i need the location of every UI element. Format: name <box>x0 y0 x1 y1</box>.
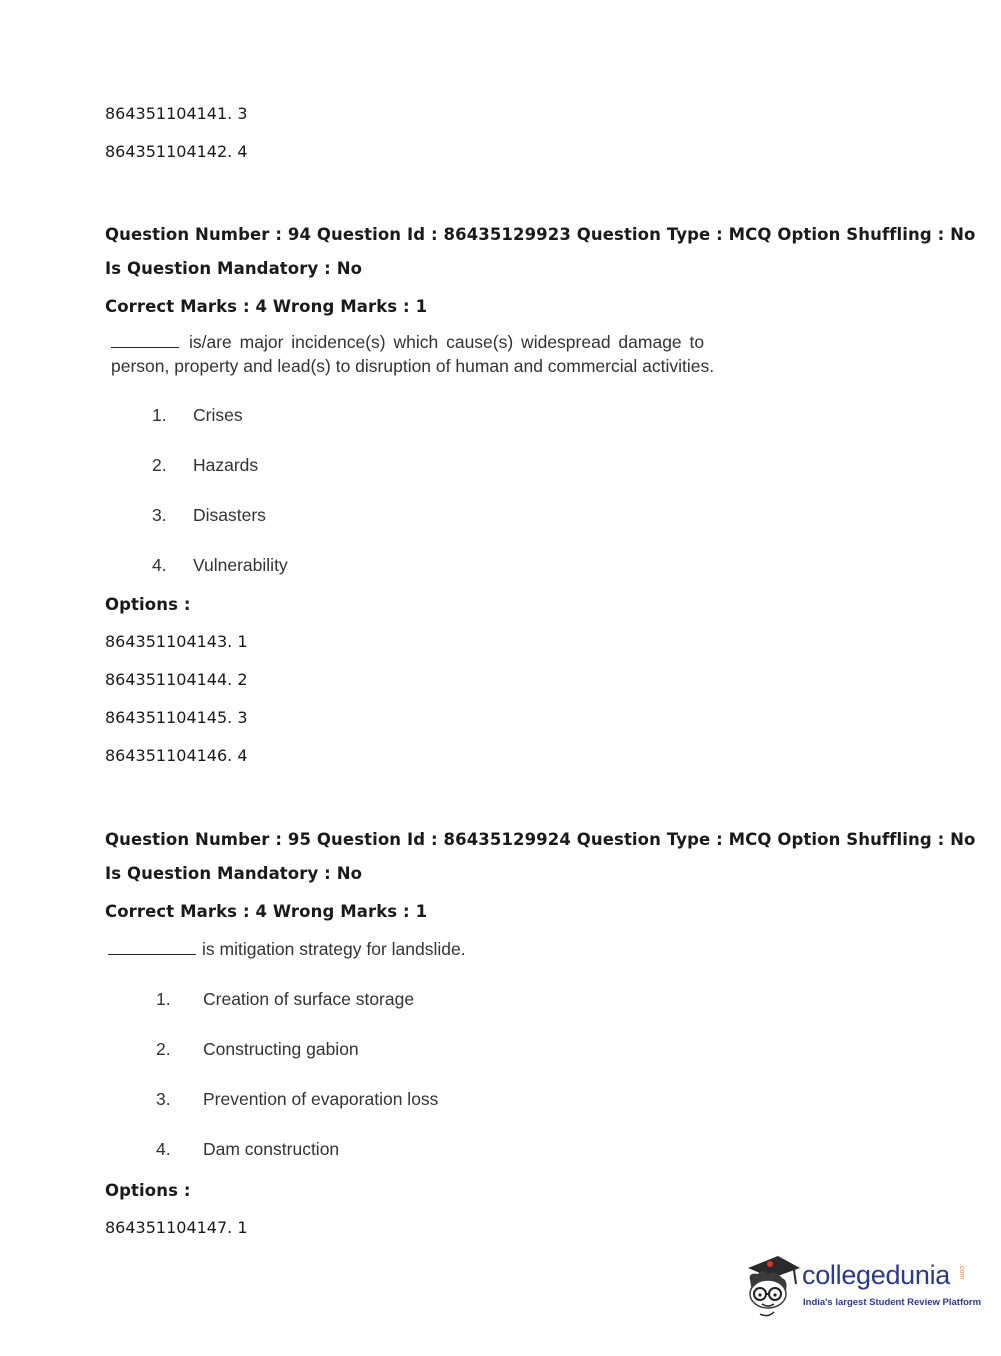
option-line: 864351104147. 1 <box>105 1218 248 1237</box>
choice-label: Creation of surface storage <box>203 989 415 1009</box>
options-label: Options : <box>105 1181 191 1200</box>
student-mascot-icon <box>742 1250 802 1320</box>
question-text-line: is mitigation strategy for landslide. <box>202 939 466 959</box>
option-line: 864351104144. 2 <box>105 670 248 689</box>
logo-tagline: India's largest Student Review Platform <box>803 1297 982 1308</box>
logo-dotcom: .com <box>958 1264 965 1280</box>
collegedunia-logo <box>742 1250 982 1320</box>
choice-label: Prevention of evaporation loss <box>203 1089 439 1109</box>
logo-name: collegedunia <box>802 1260 951 1290</box>
choice-number: 3. <box>152 505 167 525</box>
question-marks: Correct Marks : 4 Wrong Marks : 1 <box>105 297 428 316</box>
choice-number: 4. <box>156 1139 171 1159</box>
fill-blank <box>108 954 196 955</box>
question-header: Question Number : 94 Question Id : 86435129923 Question Type : MCQ Option Shuffling : No <box>105 225 976 244</box>
choice-item <box>152 555 288 576</box>
choice-label: Disasters <box>193 505 266 525</box>
choice-number: 1. <box>156 989 171 1009</box>
choice-label: Hazards <box>193 455 259 475</box>
choice-label: Vulnerability <box>193 555 288 575</box>
choice-number: 1. <box>152 405 167 425</box>
choice-number: 2. <box>152 455 167 475</box>
option-line: 864351104142. 4 <box>105 142 248 161</box>
option-line: 864351104143. 1 <box>105 632 248 651</box>
question-mandatory: Is Question Mandatory : No <box>105 864 363 883</box>
fill-blank <box>111 347 179 348</box>
choice-label: Dam construction <box>203 1139 340 1159</box>
option-line: 864351104145. 3 <box>105 708 248 727</box>
choice-number: 4. <box>152 555 167 575</box>
question-text <box>108 939 466 960</box>
option-line: 864351104146. 4 <box>105 746 248 765</box>
question-header: Question Number : 95 Question Id : 86435129924 Question Type : MCQ Option Shuffling : No <box>105 830 976 849</box>
choice-item <box>156 989 414 1010</box>
choice-item <box>152 405 243 426</box>
choice-item <box>156 1089 438 1110</box>
choice-item <box>156 1139 339 1160</box>
choice-item <box>152 455 258 476</box>
choice-number: 2. <box>156 1039 171 1059</box>
question-text <box>111 332 704 353</box>
choice-label: Crises <box>193 405 243 425</box>
choice-item <box>152 505 266 526</box>
choice-item <box>156 1039 359 1060</box>
option-line: 864351104141. 3 <box>105 104 248 123</box>
options-label: Options : <box>105 595 191 614</box>
choice-number: 3. <box>156 1089 171 1109</box>
question-mandatory: Is Question Mandatory : No <box>105 259 363 278</box>
question-marks: Correct Marks : 4 Wrong Marks : 1 <box>105 902 428 921</box>
question-text-line: is/are major incidence(s) which cause(s) widespread damage to <box>189 332 705 352</box>
choice-label: Constructing gabion <box>203 1039 359 1059</box>
question-text-line: person, property and lead(s) to disruption of human and commercial activities. <box>111 356 715 376</box>
